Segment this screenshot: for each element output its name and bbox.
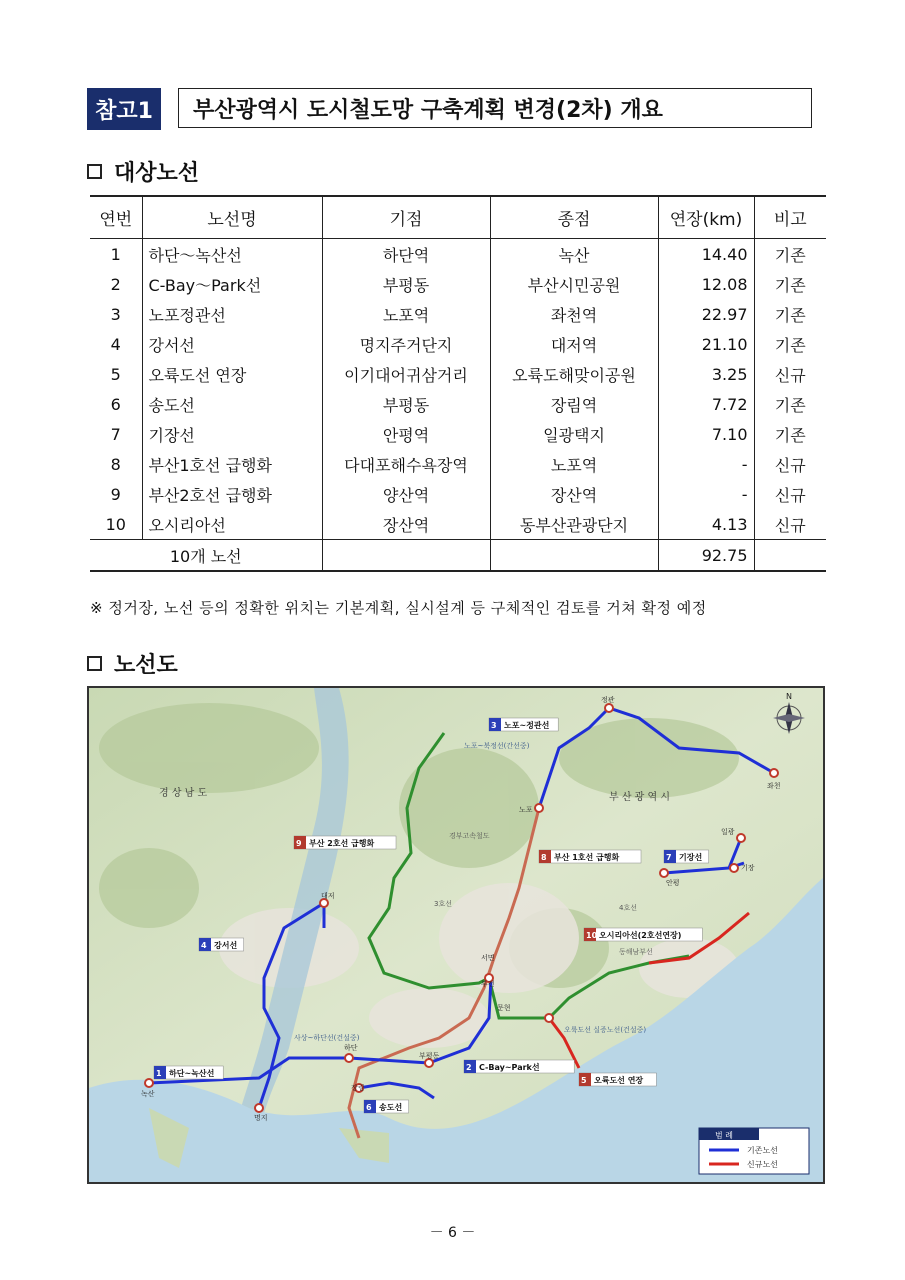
map-small-label: 경부고속철도: [449, 832, 490, 840]
station-label: 정관: [601, 696, 615, 704]
table-cell: 기존: [754, 239, 826, 270]
route-tag-name: 오륙도선 연장: [594, 1076, 644, 1085]
table-cell: 하단역: [322, 239, 490, 270]
document-title: [178, 88, 812, 128]
route-tag: [489, 718, 558, 731]
station-label: 장림: [351, 1084, 365, 1092]
footnote: ※ 정거장, 노선 등의 정확한 위치는 기본계획, 실시설계 등 구체적인 검토를 거쳐 확정 예정: [90, 599, 707, 617]
table-cell: 대저역: [490, 329, 658, 359]
table-cell: 좌천역: [490, 299, 658, 329]
table-row: [90, 299, 826, 329]
table-cell: 신규: [754, 509, 826, 540]
table-cell: 기장선: [142, 419, 322, 449]
col-header: 노선명: [142, 196, 322, 239]
compass-label: N: [786, 692, 792, 701]
route-tag-number: 10: [586, 931, 598, 940]
table-cell: 22.97: [658, 299, 754, 329]
table-cell: 8: [110, 454, 121, 474]
route-tag-number: 4: [201, 941, 207, 950]
table-cell: 기존: [754, 419, 826, 449]
legend-label: 기존노선: [747, 1146, 778, 1155]
table-cell: 부산시민공원: [490, 269, 658, 299]
table-cell: 기존: [754, 329, 826, 359]
table-cell: 6: [110, 394, 121, 414]
route-tag: [579, 1073, 656, 1086]
station-label: 안평: [666, 879, 680, 887]
table-cell: 9: [110, 484, 121, 504]
route-tag-number: 8: [541, 853, 547, 862]
table-cell: 오시리아선: [142, 509, 322, 540]
route-tag-name: 노포~정관선: [504, 721, 550, 730]
table-cell: 노포정관선: [142, 299, 322, 329]
table-cell: 이기대어귀삼거리: [322, 359, 490, 389]
table-row: [90, 389, 826, 419]
route-map: [87, 686, 825, 1184]
route-tag-name: 부산 2호선 급행화: [309, 839, 375, 848]
table-cell: 7: [110, 424, 121, 444]
station-label: 일광: [721, 828, 735, 836]
station-label: 녹산: [141, 1090, 155, 1098]
map-small-label: 사상~하단선(건설중): [294, 1034, 360, 1042]
route-tag: [294, 836, 396, 849]
table-row: [90, 269, 826, 299]
col-header: 연번: [90, 196, 142, 239]
map-small-label: 오륙도선 실증노선(건설중): [564, 1026, 647, 1034]
route-tag-number: 2: [466, 1063, 472, 1072]
table-cell: 4.13: [658, 509, 754, 540]
table-cell: 기존: [754, 299, 826, 329]
page-number: － 6 －: [429, 1225, 476, 1241]
col-header: 종점: [490, 196, 658, 239]
table-cell: 신규: [754, 359, 826, 389]
route-tag: [584, 928, 702, 941]
col-header: 비고: [754, 196, 826, 239]
table-cell: 안평역: [322, 419, 490, 449]
route-tag-name: 강서선: [214, 941, 238, 950]
table-cell: 장산역: [322, 509, 490, 540]
table-cell: 신규: [754, 449, 826, 479]
table-cell: 노포역: [322, 299, 490, 329]
table-cell: -: [658, 479, 754, 509]
table-cell: [322, 540, 490, 572]
route-tag: [154, 1066, 223, 1079]
route-tag: [664, 850, 709, 863]
routes-table: [90, 195, 826, 572]
table-cell: 4: [110, 334, 121, 354]
route-map-svg: [89, 688, 823, 1182]
checkbox-square-icon: [87, 164, 102, 179]
route-tag-number: 7: [666, 853, 672, 862]
legend-title: 범 례: [715, 1131, 733, 1140]
station-label: 좌천: [767, 782, 781, 790]
table-cell: 부산2호선 급행화: [142, 479, 322, 509]
route-tag-number: 5: [581, 1076, 587, 1085]
route-tag-number: 9: [296, 839, 302, 848]
station-label: 문현: [497, 1004, 511, 1012]
station-label: 기장: [741, 864, 755, 872]
table-cell: -: [658, 449, 754, 479]
table-cell: 양산역: [322, 479, 490, 509]
table-cell: 기존: [754, 389, 826, 419]
col-header: 연장(km): [658, 196, 754, 239]
table-cell: 동부산관광단지: [490, 509, 658, 540]
table-cell: 5: [110, 364, 121, 384]
table-cell: 7.10: [658, 419, 754, 449]
table-row: [90, 239, 826, 270]
table-cell: 신규: [754, 479, 826, 509]
table-cell: 부산1호선 급행화: [142, 449, 322, 479]
route-tag-number: 1: [156, 1069, 162, 1078]
station-label: 대저: [321, 892, 335, 900]
table-cell: 장산역: [490, 479, 658, 509]
table-cell: 12.08: [658, 269, 754, 299]
table-total-row: [90, 540, 826, 572]
col-header: 기점: [322, 196, 490, 239]
region-label: 부 산 광 역 시: [609, 792, 671, 803]
table-row: [90, 509, 826, 540]
table-cell: 강서선: [142, 329, 322, 359]
section-label: 노선도: [114, 653, 178, 678]
table-cell: 오륙도선 연장: [142, 359, 322, 389]
route-tag: [464, 1060, 574, 1073]
table-cell: [490, 540, 658, 572]
table-cell: 기존: [754, 269, 826, 299]
table-cell: 1: [110, 244, 121, 264]
route-tag: [539, 850, 641, 863]
legend-label: 신규노선: [747, 1160, 778, 1169]
map-legend: [699, 1128, 809, 1174]
route-tag-number: 6: [366, 1103, 372, 1112]
reference-badge: 참고1: [87, 88, 161, 130]
table-cell: 송도선: [142, 389, 322, 419]
table-cell: 2: [110, 274, 121, 294]
route-tag: [364, 1100, 409, 1113]
table-cell: 하단～녹산선: [142, 239, 322, 270]
table-cell: 3: [110, 304, 121, 324]
route-tag-name: 기장선: [679, 853, 703, 862]
checkbox-square-icon: [87, 656, 102, 671]
table-cell: 일광택지: [490, 419, 658, 449]
table-cell: 오륙도해맞이공원: [490, 359, 658, 389]
route-tag-name: 송도선: [379, 1103, 403, 1112]
table-cell: 부평동: [322, 269, 490, 299]
table-row: [90, 329, 826, 359]
table-row: [90, 359, 826, 389]
table-cell: C-Bay～Park선: [142, 269, 322, 299]
station-label: 서면: [481, 954, 495, 962]
route-tag-name: 오시리아선(2호선연장): [599, 931, 682, 940]
table-cell: 녹산: [490, 239, 658, 270]
table-cell: 92.75: [658, 540, 754, 572]
table-cell: 장림역: [490, 389, 658, 419]
table-cell: 21.10: [658, 329, 754, 359]
table-cell: [754, 540, 826, 572]
table-cell: 명지주거단지: [322, 329, 490, 359]
map-small-label: 노포~북정선(간선중): [464, 742, 530, 750]
table-header-row: [90, 196, 826, 239]
route-tag-name: 부산 1호선 급행화: [554, 853, 620, 862]
route-tag-number: 3: [491, 721, 497, 730]
table-row: [90, 419, 826, 449]
station-label: 부평동: [419, 1052, 440, 1060]
route-tag: [199, 938, 244, 951]
map-small-label: 4호선: [619, 904, 637, 912]
section-label: 대상노선: [114, 161, 200, 186]
title-text: 부산광역시 도시철도망 구축계획 변경(2차) 개요: [193, 97, 663, 123]
table-cell: 3.25: [658, 359, 754, 389]
table-cell: 부평동: [322, 389, 490, 419]
map-small-label: 3호선: [434, 900, 452, 908]
table-cell: 14.40: [658, 239, 754, 270]
route-tag-name: C-Bay~Park선: [479, 1063, 540, 1072]
station-label: 노포: [519, 806, 533, 814]
section-heading-map: [87, 648, 178, 679]
region-label: 경 상 남 도: [159, 788, 208, 799]
station-label: 하단: [344, 1044, 358, 1052]
table-row: [90, 479, 826, 509]
station-label: 부전: [481, 980, 495, 988]
map-small-label: 동해남부선: [619, 948, 653, 956]
table-cell: 노포역: [490, 449, 658, 479]
table-cell: 10개 노선: [90, 540, 322, 572]
route-tag-name: 하단~녹산선: [169, 1069, 215, 1078]
table-cell: 다대포해수욕장역: [322, 449, 490, 479]
station-label: 명지: [254, 1114, 268, 1122]
table-cell: 7.72: [658, 389, 754, 419]
table-cell: 10: [105, 514, 126, 534]
section-heading-routes: [87, 156, 199, 187]
table-row: [90, 449, 826, 479]
